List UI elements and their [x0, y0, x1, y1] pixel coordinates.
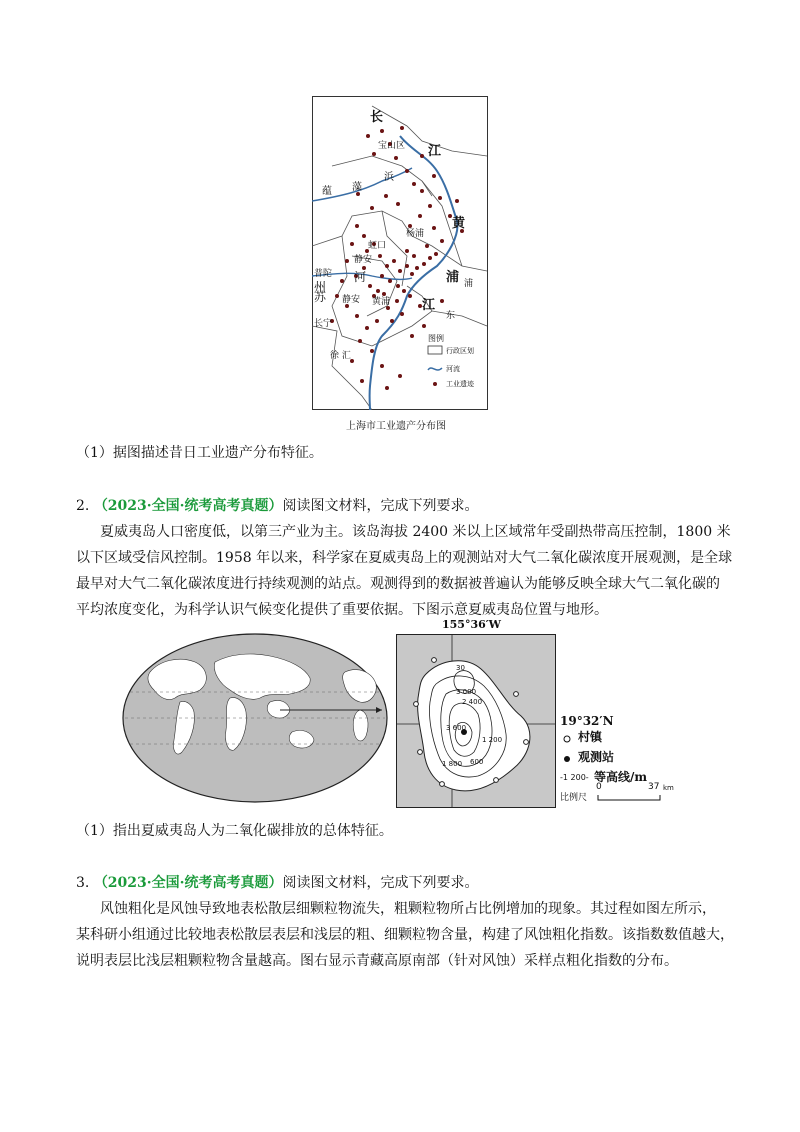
question-2-para-line-1: 夏威夷岛人口密度低，以第三产业为主。该岛海拔 2400 米以上区域常年受副热带高压控制，1800 米 — [100, 524, 731, 540]
label-putuo: 普陀 — [314, 269, 333, 279]
label-changning: 长宁 — [314, 319, 333, 329]
question-3-para-line-3: 说明表层比浅层粗颗粒物含量越高。图右显示青藏高原南部（针对风蚀）采样点粗化指数的分布。 — [76, 953, 678, 969]
scale-zero: 0 — [596, 782, 602, 792]
question-2-source: （2023·全国·统考高考真题） — [93, 498, 283, 514]
label-su: 苏 — [314, 290, 327, 304]
scale-bar — [596, 794, 666, 802]
label-chang: 长 — [370, 110, 384, 125]
legend-contour-prefix: -1 200- — [560, 773, 589, 782]
legend-village-icon — [562, 734, 572, 744]
contour-1200: 1 200 — [482, 736, 503, 744]
label-hongkou: 虹口 — [368, 241, 387, 251]
label-zao: 藻 — [352, 182, 362, 193]
question-3-para-line-1: 风蚀粗化是风蚀导致地表松散层细颗粒物流失，粗颗粒物所占比例增加的现象。其过程如图左所示， — [100, 901, 716, 917]
label-xuhui: 徐 汇 — [330, 351, 351, 361]
legend-contour-label: 等高线/m — [594, 770, 648, 784]
question-2-header — [76, 493, 479, 519]
question-2-part1: （1）指出夏威夷岛人为二氧化碳排放的总体特征。 — [76, 823, 393, 839]
legend-station-icon — [562, 754, 572, 764]
latitude-label: 19°32′N — [560, 714, 614, 728]
legend-title: 图例 — [428, 334, 444, 343]
label-jingan2: 静安 — [342, 295, 361, 305]
contour-600: 600 — [470, 758, 484, 766]
contour-2400: 2 400 — [462, 698, 483, 706]
label-zhou: 州 — [314, 280, 327, 294]
label-huangpu: 黄浦 — [372, 297, 391, 307]
scale-value: 37 — [648, 782, 660, 792]
hawaii-figure — [120, 618, 700, 808]
label-pu-mid: 浦 — [446, 270, 460, 285]
shanghai-map-figure — [312, 96, 488, 410]
question-3-para-line-2: 某科研小组通过比较地表松散层表层和浅层的粗、细颗粒物含量，构建了风蚀粗化指数。该指数数值越大， — [76, 927, 734, 943]
label-yangpu: 杨浦 — [406, 229, 425, 239]
contour-30: 30 — [456, 664, 465, 672]
question-3-number: 3. — [76, 875, 90, 891]
question-3-header — [76, 870, 479, 896]
label-yun: 蕴 — [322, 186, 332, 197]
question-2-number: 2. — [76, 498, 90, 514]
contour-1800: 1 800 — [442, 760, 463, 768]
question-2-para-line-2: 以下区域受信风控制。1958 年以来，科学家在夏威夷岛上的观测站对大气二氧化碳浓度开展观测，是全球 — [76, 550, 733, 566]
legend-item-heritage: 工业遗迹 — [446, 380, 474, 388]
contour-3000: 3 000 — [456, 688, 477, 696]
label-baoshan: 宝山区 — [378, 141, 406, 151]
scale-label: 比例尺 — [560, 793, 588, 803]
question-2-intro: 阅读图文材料，完成下列要求。 — [282, 498, 479, 514]
label-dong: 东 — [446, 311, 456, 321]
label-jiang-mid: 江 — [422, 298, 436, 313]
legend-item-admin: 行政区划 — [446, 347, 474, 355]
question-2-para-line-3: 最早对大气二氧化碳浓度进行持续观测的站点。观测得到的数据被普遍认为能够反映全球大气二氧化碳的 — [76, 576, 720, 592]
legend-item-river: 河流 — [446, 365, 460, 373]
contour-3600: 3 600 — [446, 724, 467, 732]
label-jiang-top: 江 — [428, 144, 442, 159]
question-2-para-line-4: 平均浓度变化，为科学认识气候变化提供了重要依据。下图示意夏威夷岛位置与地形。 — [76, 602, 608, 618]
question-1-part1: （1）据图描述昔日工业遗产分布特征。 — [76, 445, 323, 461]
longitude-label: 155°36′W — [442, 618, 502, 631]
hawaii-island-map — [396, 634, 556, 808]
legend-village-label: 村镇 — [578, 730, 603, 744]
legend-station-label: 观测站 — [578, 750, 615, 764]
label-huang: 黄 — [452, 216, 466, 231]
label-he: 河 — [354, 270, 367, 284]
label-pu-small: 浦 — [464, 279, 474, 289]
label-jingan: 静安 — [354, 255, 373, 265]
label-bin: 浜 — [384, 172, 394, 183]
world-map — [120, 632, 390, 804]
question-3-intro: 阅读图文材料，完成下列要求。 — [282, 875, 479, 891]
question-3-source: （2023·全国·统考高考真题） — [93, 875, 283, 891]
figure1-caption: 上海市工业遗产分布图 — [346, 421, 446, 432]
scale-unit: km — [663, 784, 674, 792]
